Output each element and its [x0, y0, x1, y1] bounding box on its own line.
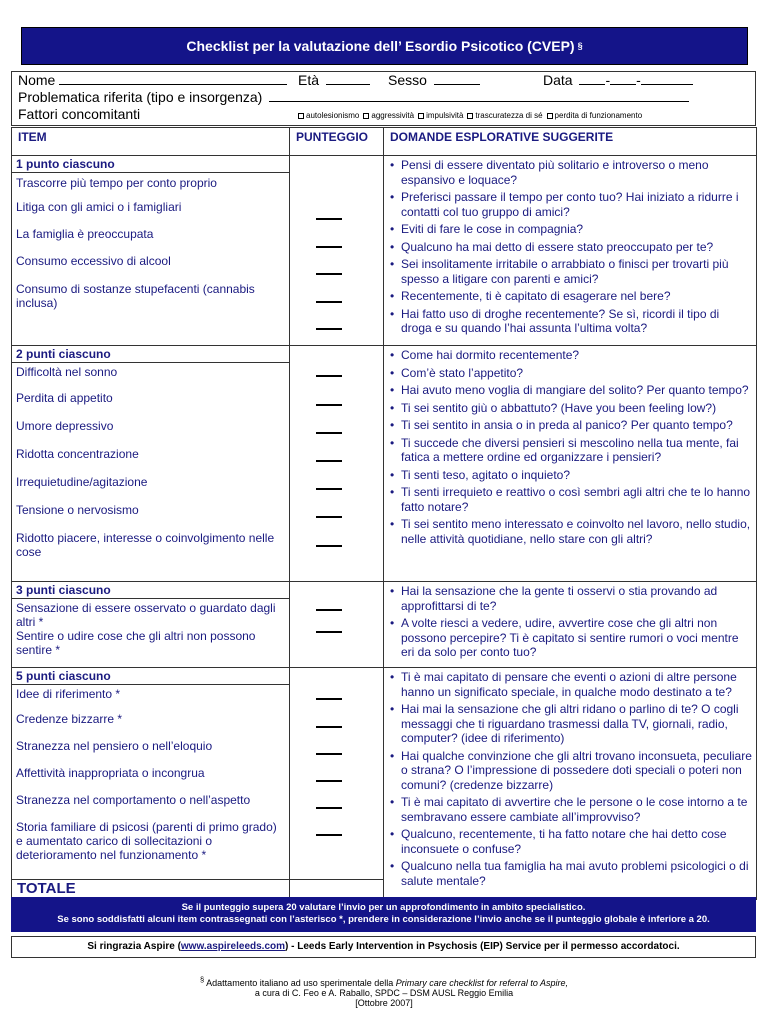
item: Trascorre più tempo per conto proprio [16, 176, 217, 190]
option-autolesionismo[interactable]: autolesionismo [298, 111, 359, 120]
col-item: ITEM [12, 128, 290, 156]
score-blank[interactable] [316, 807, 342, 809]
item: Ridotta concentrazione [16, 447, 139, 461]
section-4-row [12, 668, 757, 880]
question: • Ti sei sentito in ansia o in preda al panico? Per quanto tempo? [388, 418, 752, 433]
question: • Ti sei sentito meno interessato e coinvolto nel lavoro, nello studio, nelle attività quotidiane, nello stare con gli altri? [388, 517, 752, 546]
item: Sentire o udire cose che gli altri non possono sentire * [16, 629, 256, 657]
option-aggressivita[interactable]: aggressività [363, 111, 414, 120]
question: • Hai qualche convinzione che gli altri trovano inconsueta, peculiare o strana? O l’impressione di possedere doti speciali o poteri non comuni? (credenze bizzarre) [388, 749, 752, 793]
score-blank[interactable] [316, 609, 342, 611]
section-3-items [12, 582, 290, 668]
score-blank[interactable] [316, 460, 342, 462]
item: Stranezza nel comportamento o nell’aspetto [16, 793, 251, 807]
patient-header [11, 71, 756, 126]
table-header-row [12, 128, 757, 156]
section-2-row [12, 346, 757, 582]
referral-note-line: Se il punteggio supera 20 valutare l’invio per un approfondimento in ambito specialistico. [181, 902, 586, 913]
item: Affettività inappropriata o incongrua [16, 766, 205, 780]
problematica-field[interactable] [269, 89, 689, 102]
question: • Qualcuno nella tua famiglia ha mai avuto problemi psicologici o di salute mentale? [388, 859, 752, 888]
score-blank[interactable] [316, 218, 342, 220]
question: • Hai fatto uso di droghe recentemente? Se sì, ricordi il tipo di droga e su quando l’hai assunta l’ultima volta? [388, 307, 752, 336]
section-title: 1 punto ciascuno [12, 156, 289, 173]
question: • Eviti di fare le cose in compagnia? [388, 222, 752, 237]
score-blank[interactable] [316, 246, 342, 248]
item: Perdita di appetito [16, 391, 113, 405]
adaptation-note [0, 975, 768, 1008]
score-blank[interactable] [316, 698, 342, 700]
option-perdita-funzionamento[interactable]: perdita di funzionamento [547, 111, 643, 120]
section-2-items [12, 346, 290, 582]
label-nome: Nome [18, 72, 56, 88]
checkbox[interactable] [418, 113, 424, 119]
section-title: 2 punti ciascuno [12, 346, 289, 363]
referral-note [11, 897, 756, 932]
score-blank[interactable] [316, 780, 342, 782]
data-year-field[interactable] [641, 72, 693, 85]
item: Stranezza nel pensiero o nell’eloquio [16, 739, 213, 753]
section-2-questions [384, 346, 757, 582]
item: Consumo di sostanze stupefacenti (cannabis inclusa) [16, 282, 255, 310]
checklist-table [11, 127, 757, 900]
aspire-link[interactable]: www.aspireleeds.com [180, 941, 286, 952]
option-trascuratezza[interactable]: trascuratezza di sé [467, 111, 542, 120]
score-blank[interactable] [316, 273, 342, 275]
score-blank[interactable] [316, 834, 342, 836]
question: • Ti sei sentito giù o abbattuto? (Have you been feeling low?) [388, 401, 752, 416]
item: Credenze bizzarre * [16, 712, 123, 726]
section-4-items [12, 668, 290, 880]
section-1-items [12, 156, 290, 346]
checkbox[interactable] [298, 113, 304, 119]
question: • Qualcuno ha mai detto di essere stato preoccupato per te? [388, 240, 752, 255]
data-month-field[interactable] [610, 72, 636, 85]
question: • Sei insolitamente irritabile o arrabbiato o finisci per trovarti più spesso a litigare con parenti e amici? [388, 257, 752, 286]
question: • Recentemente, ti è capitato di esagerare nel bere? [388, 289, 752, 304]
section-3-row [12, 582, 757, 668]
question: • Ti è mai capitato di avvertire che le persone o le cose intorno a te sembravano essere cambiate all’improvviso? [388, 795, 752, 824]
score-blank[interactable] [316, 404, 342, 406]
question: • Com’è stato l’appetito? [388, 366, 752, 381]
data-separator: - [605, 72, 611, 88]
score-blank[interactable] [316, 375, 342, 377]
section-1-row [12, 156, 757, 346]
score-blank[interactable] [316, 432, 342, 434]
checkbox[interactable] [363, 113, 369, 119]
item: La famiglia è preoccupata [16, 227, 154, 241]
score-blank[interactable] [316, 545, 342, 547]
section-3-scores [290, 582, 384, 668]
score-blank[interactable] [316, 328, 342, 330]
item: Litiga con gli amici o i famigliari [16, 200, 182, 214]
label-problematica: Problematica riferita (tipo e insorgenza) [18, 89, 263, 105]
question: • Hai avuto meno voglia di mangiare del solito? Per quanto tempo? [388, 383, 752, 398]
section-title: 5 punti ciascuno [12, 668, 289, 685]
item: Storia familiare di psicosi (parenti di primo grado) e aumentato carico di sollecitazioni o deterioramento nel funzionamento * [16, 820, 277, 862]
note-source-title: Primary care checklist for referral to Aspire, [395, 978, 569, 988]
question: • Ti senti teso, agitato o inquieto? [388, 468, 752, 483]
eta-field[interactable] [326, 72, 370, 85]
section-4-scores [290, 668, 384, 880]
sesso-field[interactable] [434, 72, 480, 85]
checkbox[interactable] [547, 113, 553, 119]
col-domande: DOMANDE ESPLORATIVE SUGGERITE [384, 128, 757, 156]
note-line: Adattamento italiano ad uso sperimentale della [206, 978, 396, 988]
item: Ridotto piacere, interesse o coinvolgimento nelle cose [16, 531, 275, 559]
score-blank[interactable] [316, 726, 342, 728]
label-fattori: Fattori concomitanti [18, 106, 141, 122]
concomitant-options [298, 111, 642, 120]
nome-field[interactable] [59, 72, 287, 85]
acknowledgement [11, 936, 756, 958]
score-blank[interactable] [316, 753, 342, 755]
question: • Come hai dormito recentemente? [388, 348, 752, 363]
score-blank[interactable] [316, 516, 342, 518]
question: • Qualcuno, recentemente, ti ha fatto notare che hai detto cose inconsuete o confuse? [388, 827, 752, 856]
section-1-questions [384, 156, 757, 346]
section-2-scores [290, 346, 384, 582]
checkbox[interactable] [467, 113, 473, 119]
score-blank[interactable] [316, 631, 342, 633]
score-blank[interactable] [316, 488, 342, 490]
question: • A volte riesci a vedere, udire, avvertire cose che gli altri non possono percepire? Ti è capitato si sentire rumori o voci mentre eri da solo per conto tuo? [388, 616, 752, 660]
item: Tensione o nervosismo [16, 503, 139, 517]
form-title-bar [21, 27, 748, 65]
acknowledgement-text: ) - Leeds Early Intervention in Psychosis (EIP) Service per il permesso accordatoci. [285, 941, 680, 952]
label-data: Data [543, 72, 573, 88]
item: Consumo eccessivo di alcool [16, 254, 171, 268]
question: • Ti è mai capitato di pensare che eventi o azioni di altre persone hanno un significato speciale, in qualche modo destinato a te? [388, 670, 752, 699]
note-line: [Ottobre 2007] [355, 998, 413, 1008]
label-eta: Età [298, 72, 320, 88]
section-1-scores [290, 156, 384, 346]
item: Umore depressivo [16, 419, 114, 433]
note-line: a cura di C. Feo e A. Raballo, SPDC – DSM AUSL Reggio Emilia [254, 988, 514, 998]
score-blank[interactable] [316, 301, 342, 303]
item: Irrequietudine/agitazione [16, 475, 148, 489]
col-punteggio: PUNTEGGIO [290, 128, 384, 156]
question: • Ti senti irrequieto e reattivo o così sembri agli altri che te lo hanno fatto notare? [388, 485, 752, 514]
form-title: Checklist per la valutazione dell’ Esordio Psicotico (CVEP) [186, 38, 575, 54]
footnote-mark: § [199, 975, 205, 984]
data-day-field[interactable] [579, 72, 605, 85]
label-sesso: Sesso [388, 72, 427, 88]
option-impulsivita[interactable]: impulsività [418, 111, 463, 120]
question: • Hai mai la sensazione che gli altri ridano o parlino di te? O cogli messaggi che ti riguardano trasmessi dalla TV, giornali, radio, computer? (idee di riferimento) [388, 702, 752, 746]
question: • Preferisci passare il tempo per conto tuo? Hai iniziato a ridurre i contatti col tuo gruppo di amici? [388, 190, 752, 219]
question: • Ti succede che diversi pensieri si mescolino nella tua mente, fai fatica a mettere ordine ed organizzare i pensieri? [388, 436, 752, 465]
data-separator: - [636, 72, 641, 88]
section-title: 3 punti ciascuno [12, 582, 289, 599]
referral-note-line: Se sono soddisfatti alcuni item contrassegnati con l’asterisco *, prendere in considerazione l’invio anche se il punteggio globale è inferiore a 20. [57, 914, 710, 925]
title-mark: § [577, 41, 583, 51]
question: • Hai la sensazione che la gente ti osservi o stia provando ad approfittarsi di te? [388, 584, 752, 613]
section-4-questions [384, 668, 757, 900]
item: Idee di riferimento * [16, 687, 121, 701]
section-3-questions [384, 582, 757, 668]
acknowledgement-text: Si ringrazia Aspire ( [87, 941, 181, 952]
item: Difficoltà nel sonno [16, 365, 118, 379]
item: Sensazione di essere osservato o guardato dagli altri * [16, 601, 276, 629]
total-label: TOTALE [12, 880, 290, 900]
question: • Pensi di essere diventato più solitario e introverso o meno espansivo e loquace? [388, 158, 752, 187]
